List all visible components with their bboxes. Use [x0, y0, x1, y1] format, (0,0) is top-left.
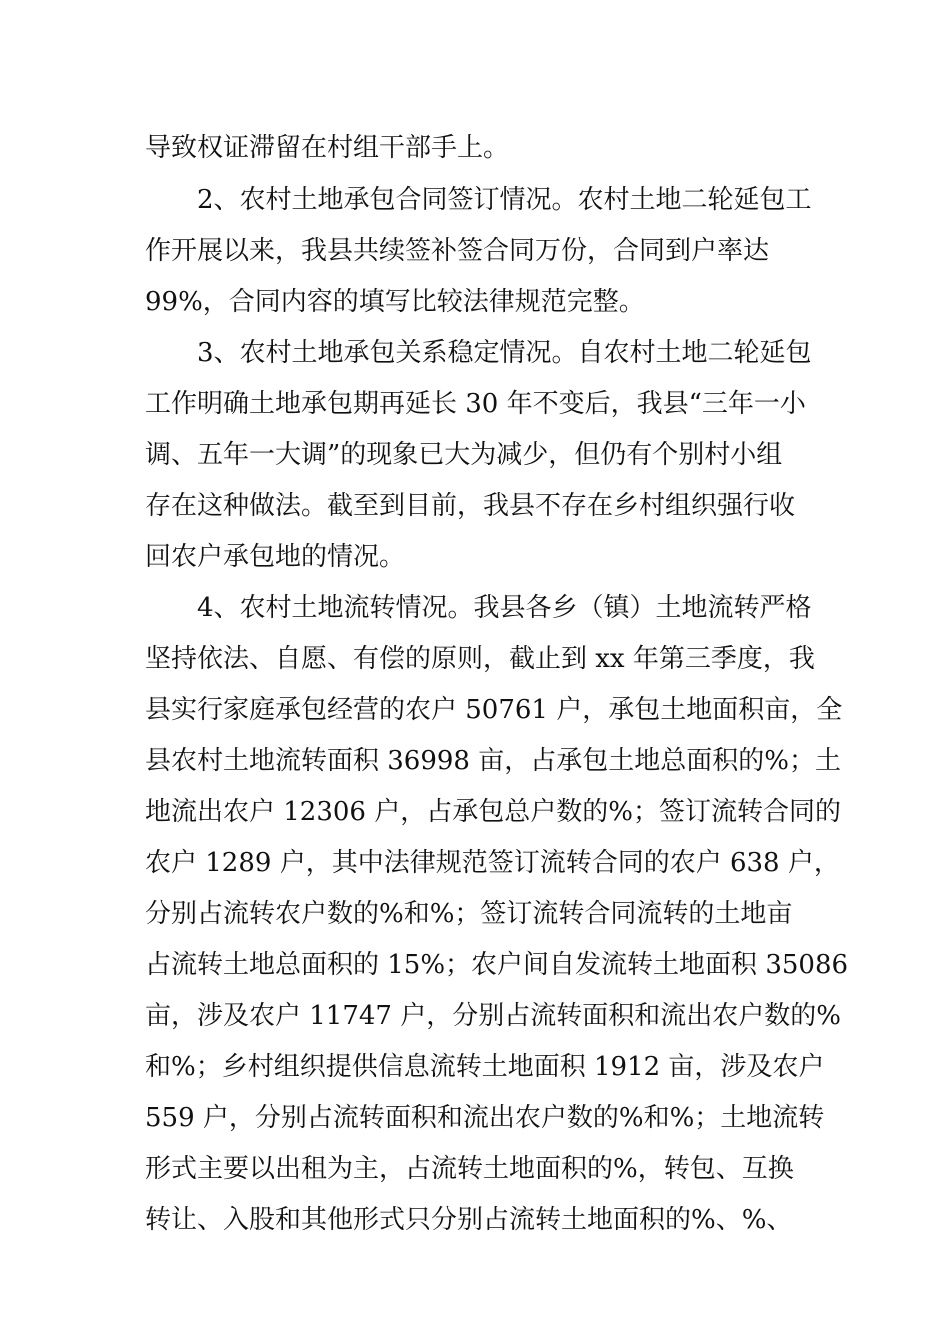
- paragraph-4-start: 4、农村土地流转情况。我县各乡（镇）土地流转严格: [197, 593, 812, 623]
- text-line: 分别占流转农户数的%和%；签订流转合同流转的土地亩: [145, 899, 793, 929]
- text-line: 转让、入股和其他形式只分别占流转土地面积的%、%、: [145, 1205, 793, 1235]
- text-line: 导致权证滞留在村组干部手上。: [145, 133, 510, 163]
- text-line: 县实行家庭承包经营的农户 50761 户，承包土地面积亩，全: [145, 695, 843, 725]
- paragraph-3-start: 3、农村土地承包关系稳定情况。自农村土地二轮延包: [197, 338, 812, 368]
- text-line: 县农村土地流转面积 36998 亩，占承包土地总面积的%；土: [145, 746, 841, 776]
- text-line: 形式主要以出租为主，占流转土地面积的%，转包、互换: [145, 1154, 794, 1184]
- text-line: 农户 1289 户，其中法律规范签订流转合同的农户 638 户，: [145, 848, 840, 878]
- text-line: 地流出农户 12306 户，占承包总户数的%；签订流转合同的: [145, 797, 841, 827]
- text-line: 回农户承包地的情况。: [145, 542, 406, 572]
- text-line: 559 户，分别占流转面积和流出农户数的%和%；土地流转: [145, 1103, 825, 1133]
- text-line: 99%，合同内容的填写比较法律规范完整。: [145, 287, 645, 317]
- text-line: 调、五年一大调”的现象已大为减少，但仍有个别村小组: [145, 440, 783, 470]
- paragraph-2-start: 2、农村土地承包合同签订情况。农村土地二轮延包工: [197, 185, 812, 215]
- text-line: 作开展以来，我县共续签补签合同万份，合同到户率达: [145, 236, 770, 266]
- text-line: 和%；乡村组织提供信息流转土地面积 1912 亩，涉及农户: [145, 1052, 825, 1082]
- text-line: 工作明确土地承包期再延长 30 年不变后，我县“三年一小: [145, 389, 806, 419]
- text-line: 存在这种做法。截至到目前，我县不存在乡村组织强行收: [145, 491, 796, 521]
- text-line: 占流转土地总面积的 15%；农户间自发流转土地面积 35086: [145, 950, 849, 980]
- text-line: 坚持依法、自愿、有偿的原则，截止到 xx 年第三季度，我: [145, 644, 815, 674]
- text-line: 亩，涉及农户 11747 户，分别占流转面积和流出农户数的%: [145, 1001, 841, 1031]
